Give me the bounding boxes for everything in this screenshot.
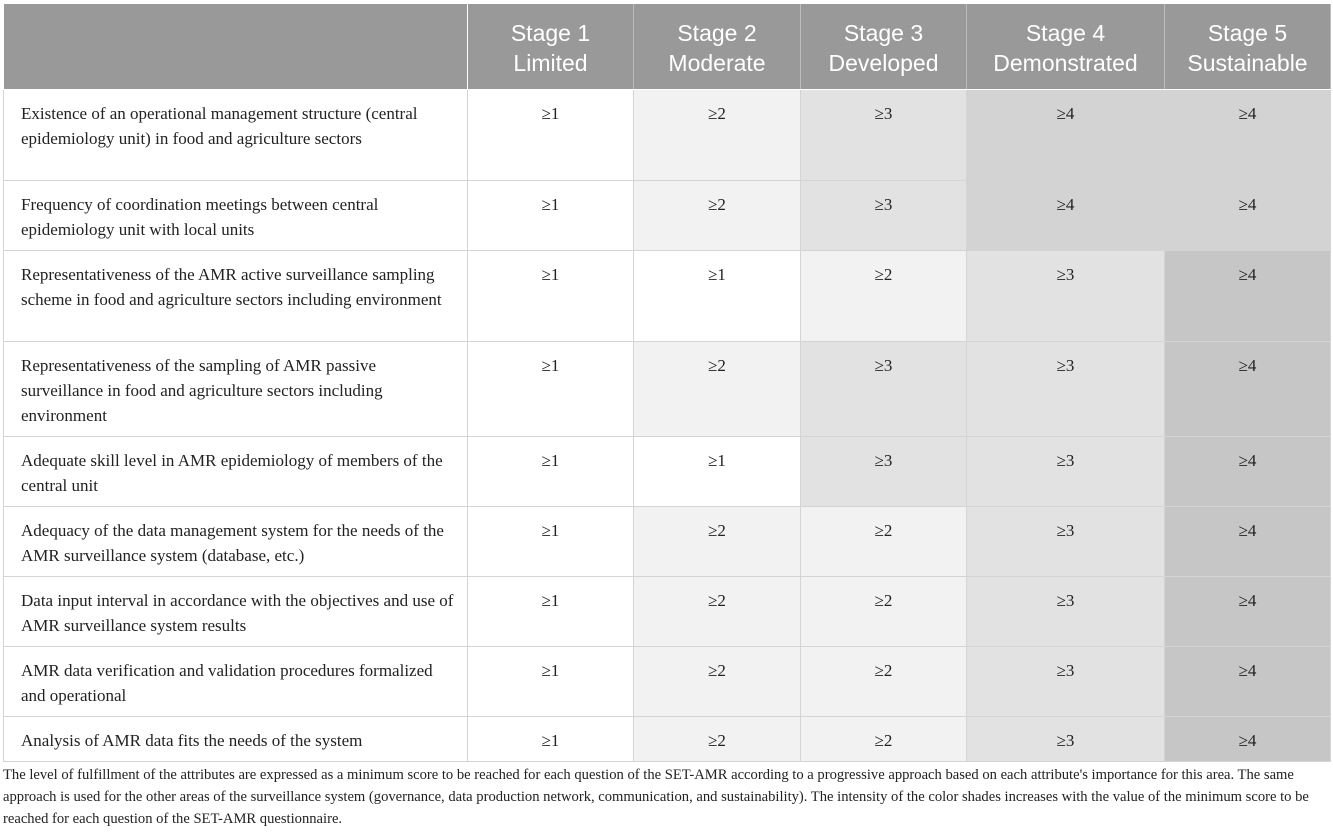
table-row [4,181,1331,251]
score-cell: ≥2 [634,717,801,762]
score-cell: ≥1 [468,342,634,437]
table-row [4,342,1331,437]
question-cell: Analysis of AMR data fits the needs of the system [4,717,468,762]
score-cell: ≥4 [1165,507,1331,577]
score-cell: ≥2 [634,90,801,181]
score-cell: ≥4 [1165,437,1331,507]
score-cell: ≥2 [801,507,967,577]
table-row [4,90,1331,181]
question-cell: Representativeness of the AMR active surveillance sampling scheme in food and agriculture sectors including environment [4,251,468,342]
question-cell: Adequate skill level in AMR epidemiology of members of the central unit [4,437,468,507]
score-cell: ≥1 [634,251,801,342]
question-cell: Data input interval in accordance with the objectives and use of AMR surveillance system results [4,577,468,647]
score-cell: ≥2 [634,577,801,647]
score-cell: ≥4 [1165,251,1331,342]
score-cell: ≥4 [1165,577,1331,647]
score-cell: ≥3 [801,437,967,507]
question-cell: Adequacy of the data management system for the needs of the AMR surveillance system (database, etc.) [4,507,468,577]
header-row [4,4,1331,90]
score-cell: ≥3 [967,251,1165,342]
score-cell: ≥2 [801,717,967,762]
question-cell: Existence of an operational management structure (central epidemiology unit) in food and agriculture sectors [4,90,468,181]
stage-level: Limited [513,50,588,76]
score-cell: ≥4 [1165,647,1331,717]
stage-label: Stage 2 [677,20,757,46]
stage-level: Developed [828,50,939,76]
score-cell: ≥3 [967,647,1165,717]
score-cell: ≥3 [967,342,1165,437]
score-cell: ≥2 [634,181,801,251]
score-cell: ≥3 [967,717,1165,762]
question-cell: AMR data verification and validation procedures formalized and operational [4,647,468,717]
score-cell: ≥1 [468,90,634,181]
header-stage-3 [801,4,967,90]
question-cell: Representativeness of the sampling of AMR passive surveillance in food and agriculture sectors including environment [4,342,468,437]
score-cell: ≥3 [801,181,967,251]
score-cell: ≥1 [468,251,634,342]
score-cell: ≥3 [967,507,1165,577]
score-cell: ≥4 [1165,181,1331,251]
stage-label: Stage 3 [843,20,924,46]
table-container [3,4,1330,762]
table-row [4,577,1331,647]
header-stage-2 [634,4,801,90]
table-row [4,507,1331,577]
stage-label: Stage 5 [1207,20,1288,46]
stage-level: Moderate [668,50,766,76]
header-stage-4 [967,4,1165,90]
header-corner [4,4,468,90]
score-cell: ≥3 [801,90,967,181]
score-cell: ≥3 [967,577,1165,647]
score-cell: ≥1 [468,181,634,251]
header-stage-1 [468,4,634,90]
score-cell: ≥2 [801,647,967,717]
table-row [4,437,1331,507]
table-row [4,647,1331,717]
score-cell: ≥2 [801,577,967,647]
score-cell: ≥2 [634,342,801,437]
score-cell: ≥1 [468,437,634,507]
header-stage-5 [1165,4,1331,90]
question-cell: Frequency of coordination meetings between central epidemiology unit with local units [4,181,468,251]
stage-level: Sustainable [1187,50,1308,76]
score-cell: ≥1 [468,717,634,762]
score-cell: ≥2 [634,507,801,577]
score-cell: ≥3 [801,342,967,437]
score-cell: ≥1 [468,647,634,717]
stage-label: Stage 4 [1025,20,1106,46]
table-row [4,717,1331,762]
score-cell: ≥4 [967,90,1165,181]
score-cell: ≥3 [967,437,1165,507]
stage-label: Stage 1 [510,20,591,46]
score-cell: ≥4 [1165,90,1331,181]
stage-level: Demonstrated [993,50,1138,76]
table-row [4,251,1331,342]
score-cell: ≥4 [1165,717,1331,762]
score-cell: ≥4 [1165,342,1331,437]
score-cell: ≥2 [801,251,967,342]
score-cell: ≥4 [967,181,1165,251]
score-cell: ≥1 [468,507,634,577]
score-cell: ≥1 [634,437,801,507]
table-footnote: The level of fulfillment of the attributes are expressed as a minimum score to be reached for each question of the SET-AMR according to a progressive approach based on each attribute's importance for this area. The same approach is used for the other areas of the surveillance system (governance, data production network, communication, and sustainability). The intensity of the color shades increases with the value of the minimum score to be reached for each question of the SET-AMR questionnaire. [3,767,1309,827]
score-cell: ≥2 [634,647,801,717]
score-cell: ≥1 [468,577,634,647]
stage-criteria-table [3,4,1331,762]
